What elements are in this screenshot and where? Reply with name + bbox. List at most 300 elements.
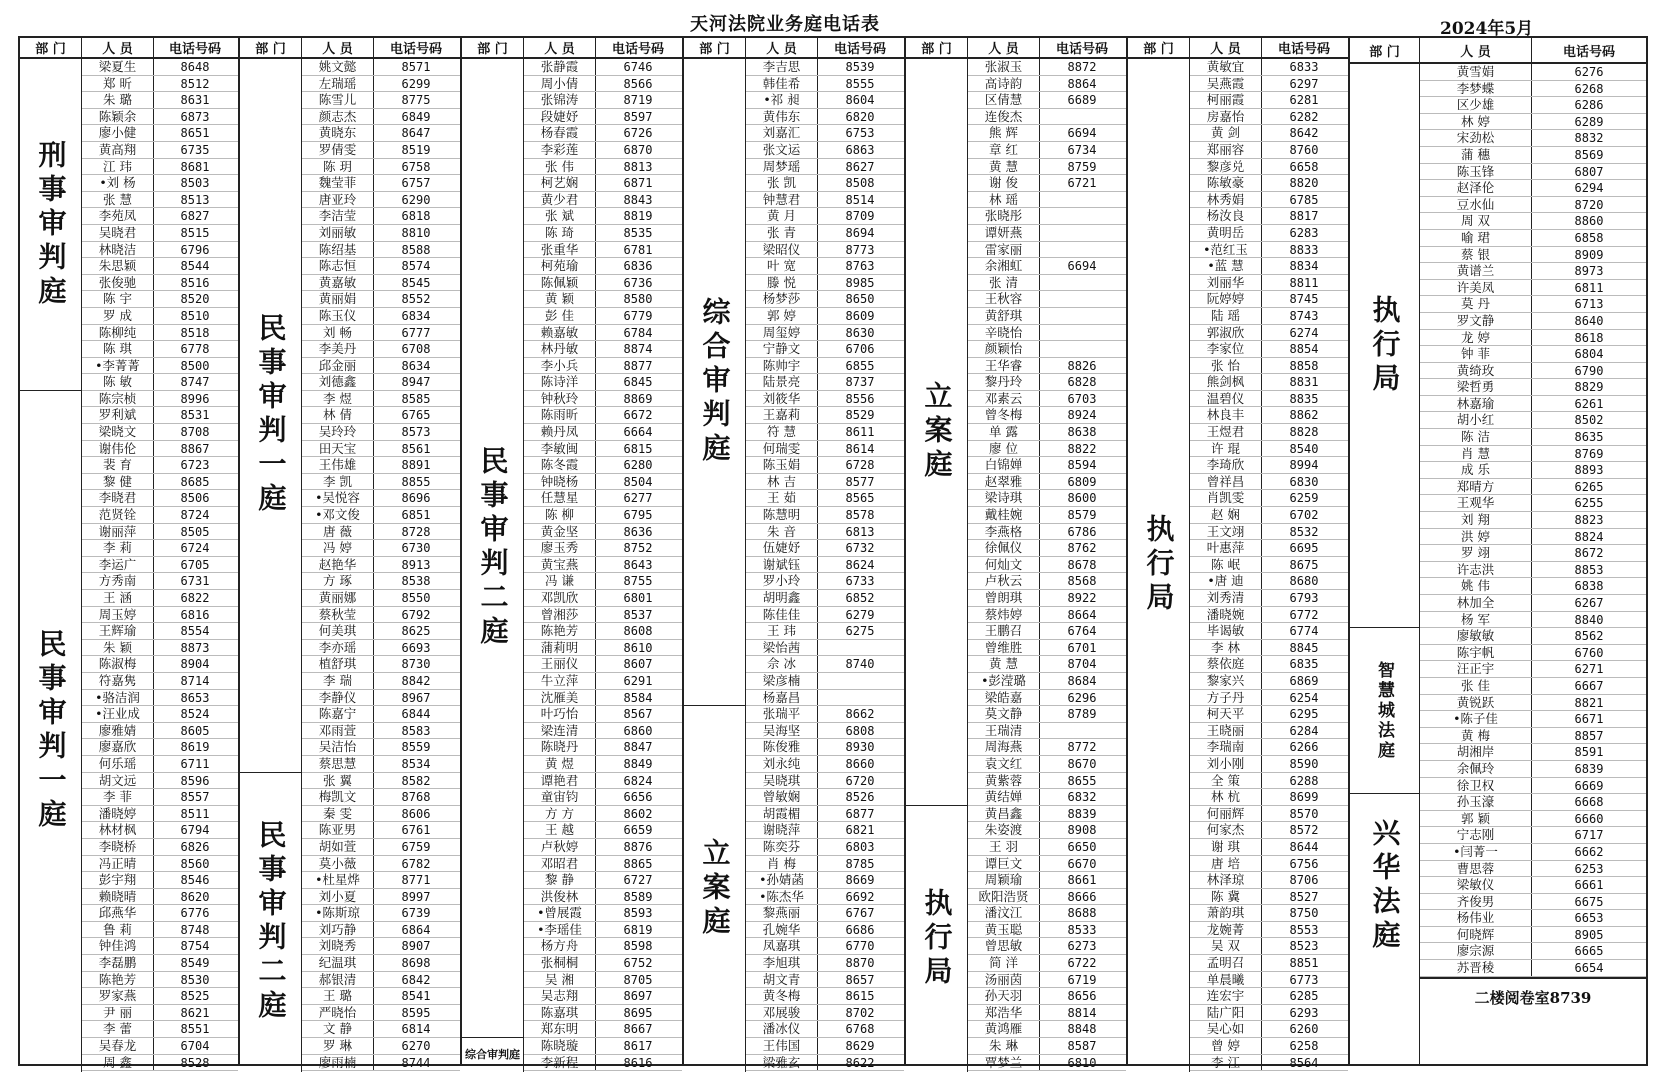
table-row — [1420, 794, 1646, 811]
phone-number: 8708 — [180, 425, 210, 440]
phone-number: 8591 — [1574, 745, 1604, 760]
person-name: 杨方舟 — [524, 938, 596, 954]
dept-label: 立案庭 — [906, 59, 967, 806]
table-row — [746, 1038, 904, 1055]
table-row — [1190, 225, 1348, 242]
phone-number: 8583 — [401, 723, 431, 738]
table-row — [302, 275, 460, 292]
table-row — [302, 573, 460, 590]
table-row — [302, 806, 460, 823]
table-row — [524, 557, 682, 574]
table-row — [968, 424, 1126, 441]
table-row — [524, 225, 682, 242]
person-name: 李美丹 — [302, 341, 374, 357]
table-row — [746, 192, 904, 209]
phone-number: 8996 — [180, 391, 210, 406]
person-name: 陈冬霞 — [524, 457, 596, 473]
phone-number: 8891 — [401, 458, 431, 473]
person-name: 黎燕丽 — [746, 905, 818, 921]
table-row — [524, 773, 682, 790]
person-name: 张晓彤 — [968, 208, 1040, 224]
phone-number: 8967 — [401, 690, 431, 705]
table-row — [524, 623, 682, 640]
person-name: 凤嘉琪 — [746, 938, 818, 954]
phone-number: 8829 — [1574, 380, 1604, 395]
person-name: 洪 婷 — [1420, 529, 1532, 545]
table-row — [82, 142, 238, 159]
phone-number: 8763 — [845, 259, 875, 274]
person-name: 陈志恒 — [302, 258, 374, 274]
table-row — [1420, 330, 1646, 347]
table-row — [82, 922, 238, 939]
person-name: 廖雅婧 — [82, 723, 154, 739]
table-row — [82, 972, 238, 989]
person-name: 黄晓东 — [302, 125, 374, 141]
phone-number: 8561 — [401, 441, 431, 456]
person-name: 李家位 — [1190, 341, 1262, 357]
table-row — [1190, 623, 1348, 640]
person-name: 李洁莹 — [302, 208, 374, 224]
phone-number: 8585 — [401, 391, 431, 406]
phone-number: 8847 — [623, 740, 653, 755]
table-row — [302, 291, 460, 308]
person-name: 黄丽娜 — [302, 590, 374, 606]
phone-number: 8857 — [1574, 728, 1604, 743]
table-row — [1420, 628, 1646, 645]
person-name: 李 林 — [1190, 640, 1262, 656]
person-name: 谢 琪 — [1190, 839, 1262, 855]
dept-label: 智慧城法庭 — [1350, 628, 1419, 794]
person-name: 蔡秋莹 — [302, 607, 374, 623]
phone-number: 6842 — [401, 972, 431, 987]
phone-number: 8550 — [401, 591, 431, 605]
table-row — [1190, 839, 1348, 856]
table-row — [1420, 213, 1646, 230]
table-row — [746, 109, 904, 126]
phone-number: 8678 — [1067, 557, 1097, 572]
person-name: 张文运 — [746, 142, 818, 158]
phone-number: 8582 — [401, 773, 431, 788]
phone-number: 8849 — [623, 756, 653, 771]
phone-number: 6289 — [1574, 114, 1604, 129]
table-row — [1190, 806, 1348, 823]
person-name: 冯 婷 — [302, 540, 374, 556]
person-name: 林丹敏 — [524, 341, 596, 357]
table-row — [524, 839, 682, 856]
phone-number: 8635 — [1574, 430, 1604, 445]
phone-number: 6827 — [180, 209, 210, 224]
person-name: 区倩慧 — [968, 92, 1040, 108]
phone-number: 8568 — [1067, 574, 1097, 589]
phone-number: 8587 — [1067, 1039, 1097, 1054]
table-row — [302, 159, 460, 176]
person-name: 王瑞清 — [968, 723, 1040, 739]
phone-number: 8695 — [623, 1005, 653, 1020]
person-name: 胡明鑫 — [746, 590, 818, 606]
table-row — [302, 258, 460, 275]
phone-number: 8650 — [845, 292, 875, 307]
table-row — [524, 872, 682, 889]
table-row — [524, 374, 682, 391]
table-row — [524, 125, 682, 142]
table-row — [1190, 341, 1348, 358]
person-name: •骆洁润 — [82, 690, 154, 706]
person-name: 黄冬梅 — [746, 988, 818, 1004]
table-row — [746, 656, 904, 673]
phone-number: 8660 — [845, 756, 875, 771]
person-name: 郑浩华 — [968, 1005, 1040, 1021]
person-name: 左瑞瑶 — [302, 76, 374, 92]
person-name: 刘永纯 — [746, 756, 818, 772]
phone-number: 6807 — [1574, 164, 1604, 179]
phone-number: 8832 — [1574, 131, 1604, 146]
table-row — [1420, 147, 1646, 164]
table-row — [524, 507, 682, 524]
table-row — [1190, 490, 1348, 507]
person-name: 叶惠萍 — [1190, 540, 1262, 556]
person-name: •彭滢璐 — [968, 673, 1040, 689]
person-name: 蔡依庭 — [1190, 656, 1262, 672]
phone-number — [1040, 308, 1124, 324]
person-name: 陈玉仪 — [302, 308, 374, 324]
phone-number: 6845 — [623, 375, 653, 390]
table-row — [968, 673, 1126, 690]
person-name: 黄 煜 — [524, 756, 596, 772]
person-name: 郑东明 — [524, 1021, 596, 1037]
person-name: 柯苑瑜 — [524, 258, 596, 274]
phone-number: 8760 — [1289, 142, 1319, 157]
phone-number: 8532 — [1289, 524, 1319, 539]
table-row — [968, 1055, 1126, 1072]
table-row — [82, 457, 238, 474]
table-row — [1190, 208, 1348, 225]
phone-number: 8627 — [845, 159, 875, 174]
person-name: 李彩莲 — [524, 142, 596, 158]
phone-number: 6713 — [1574, 297, 1604, 312]
table-row — [1420, 811, 1646, 828]
table-row — [1420, 761, 1646, 778]
table-row — [82, 822, 238, 839]
person-name: 萧韵琪 — [1190, 905, 1262, 921]
phone-number: 8579 — [1067, 508, 1097, 523]
dept-label: 立案庭 — [698, 837, 732, 940]
table-row — [82, 656, 238, 673]
table-row — [1420, 462, 1646, 479]
table-row — [82, 441, 238, 458]
table-row — [524, 474, 682, 491]
person-name: 李小兵 — [524, 358, 596, 374]
phone-number: 6664 — [623, 425, 653, 440]
phone-number: 8552 — [401, 292, 431, 307]
phone-number: 8858 — [1289, 358, 1319, 373]
person-name: 黄明岳 — [1190, 225, 1262, 241]
person-name: 李旭琪 — [746, 955, 818, 971]
person-name: 谢伟伦 — [82, 441, 154, 457]
phone-number: 6877 — [845, 806, 875, 821]
phone-number: 8775 — [401, 93, 431, 108]
table-row — [1190, 59, 1348, 76]
phone-number: 6704 — [180, 1039, 210, 1054]
person-name: 吴志翔 — [524, 988, 596, 1004]
person-name: 吴 双 — [1190, 938, 1262, 954]
person-name: 陈 柳 — [524, 507, 596, 523]
table-row — [1420, 661, 1646, 678]
phone-number: 6695 — [1289, 541, 1319, 556]
person-name: 李运广 — [82, 557, 154, 573]
table-row — [524, 175, 682, 192]
table-row — [1190, 872, 1348, 889]
person-name: 朱思颖 — [82, 258, 154, 274]
person-name: 李琦欣 — [1190, 457, 1262, 473]
phone-number: 8638 — [1067, 425, 1097, 440]
table-row — [968, 872, 1126, 889]
table-row — [968, 358, 1126, 375]
phone-number: 8874 — [623, 342, 653, 357]
table-row — [82, 258, 238, 275]
person-name: 龙婉菁 — [1190, 922, 1262, 938]
phone-number: 8625 — [401, 624, 431, 639]
person-name: 陈淑梅 — [82, 656, 154, 672]
phone-number: 8653 — [180, 690, 210, 705]
table-row — [82, 623, 238, 640]
phone-number: 8905 — [1574, 927, 1604, 942]
table-row — [524, 938, 682, 955]
phone-number: 6804 — [1574, 347, 1604, 362]
phone-number: 8503 — [180, 176, 210, 191]
person-name: 王伟雄 — [302, 457, 374, 473]
person-name: 廖小健 — [82, 125, 154, 141]
table-row — [82, 1021, 238, 1038]
table-row — [968, 988, 1126, 1005]
table-row — [1190, 92, 1348, 109]
person-name: 张 清 — [968, 275, 1040, 291]
person-name: 黄 颖 — [524, 291, 596, 307]
table-row — [746, 242, 904, 259]
phone-number: 6777 — [401, 325, 431, 340]
person-name: 胡小红 — [1420, 412, 1532, 428]
person-name: 郑丽容 — [1190, 142, 1262, 158]
person-name: 唐 薇 — [302, 524, 374, 540]
person-name: 王华睿 — [968, 358, 1040, 374]
table-row — [968, 125, 1126, 142]
person-name: 邓素云 — [968, 391, 1040, 407]
table-row — [524, 706, 682, 723]
person-name: 雷家丽 — [968, 242, 1040, 258]
table-row — [1190, 524, 1348, 541]
phone-number: 8574 — [401, 259, 431, 274]
person-name: 彭 佳 — [524, 308, 596, 324]
phone-number: 8819 — [623, 209, 653, 224]
phone-number: 8523 — [1289, 939, 1319, 954]
table-row — [1420, 379, 1646, 396]
phone-number: 8930 — [845, 740, 875, 755]
person-name: 陈诗洋 — [524, 374, 596, 390]
phone-number: 8820 — [1289, 176, 1319, 191]
phone-number: 8564 — [1289, 1055, 1319, 1070]
dept-label: 民事审判二庭 — [462, 59, 523, 1038]
phone-number: 6808 — [845, 723, 875, 738]
person-name: 全 策 — [1190, 773, 1262, 789]
phone-number: 8651 — [180, 126, 210, 141]
table-row — [968, 507, 1126, 524]
phone-number: 8528 — [180, 1055, 210, 1070]
table-row — [302, 723, 460, 740]
phone-number: 6706 — [845, 342, 875, 357]
table-row — [1420, 562, 1646, 579]
table-row — [968, 474, 1126, 491]
table-row — [302, 756, 460, 773]
phone-number: 8773 — [845, 242, 875, 257]
table-row — [524, 92, 682, 109]
table-row — [302, 789, 460, 806]
table-row — [1190, 607, 1348, 624]
table-row — [1420, 164, 1646, 181]
person-name: 张 斌 — [524, 208, 596, 224]
person-name: 张 青 — [746, 225, 818, 241]
table-row — [82, 690, 238, 707]
phone-number: 6274 — [1289, 325, 1319, 340]
person-name: 范贤铨 — [82, 507, 154, 523]
table-row — [524, 955, 682, 972]
table-row — [746, 159, 904, 176]
person-name: 李瑞南 — [1190, 739, 1262, 755]
table-row — [968, 540, 1126, 557]
phone-number: 6669 — [1574, 778, 1604, 793]
phone-number: 8745 — [1289, 292, 1319, 307]
phone-number: 8525 — [180, 989, 210, 1004]
table-row — [1420, 280, 1646, 297]
table-row — [746, 225, 904, 242]
table-row — [746, 839, 904, 856]
table-row — [1190, 905, 1348, 922]
person-name: 植舒琪 — [302, 656, 374, 672]
phone-number: 6730 — [401, 541, 431, 556]
phone-number: 8567 — [623, 707, 653, 722]
phone-number: 6786 — [1067, 524, 1097, 539]
phone-number: 8656 — [1067, 989, 1097, 1004]
table-row — [968, 308, 1126, 325]
person-name: 周海燕 — [968, 739, 1040, 755]
person-name: 颜志杰 — [302, 109, 374, 125]
table-row — [82, 889, 238, 906]
person-name: 李新程 — [524, 1055, 596, 1071]
phone-number: 6267 — [1574, 596, 1604, 610]
phone-number: 6785 — [1289, 192, 1319, 207]
person-name: 陈佳佳 — [746, 607, 818, 623]
table-row — [746, 474, 904, 491]
table-row — [968, 773, 1126, 790]
phone-number: 8622 — [845, 1055, 875, 1070]
table-row — [746, 424, 904, 441]
phone-number: 8947 — [401, 375, 431, 390]
person-name: 朱 音 — [746, 524, 818, 540]
table-row — [302, 76, 460, 93]
phone-table — [18, 36, 1648, 1070]
phone-number: 8754 — [180, 939, 210, 954]
table-row — [968, 955, 1126, 972]
table-row — [302, 706, 460, 723]
person-name: •汪业成 — [82, 706, 154, 722]
phone-number: 8994 — [1289, 458, 1319, 473]
person-name: 曾维胜 — [968, 640, 1040, 656]
person-name: 周梦瑶 — [746, 159, 818, 175]
person-name: 何灿文 — [968, 557, 1040, 573]
table-row — [746, 690, 904, 707]
table-row — [302, 407, 460, 424]
header-phone: 电话号码 — [389, 42, 442, 57]
phone-number: 6722 — [1067, 956, 1097, 971]
header-phone: 电话号码 — [833, 42, 886, 57]
person-name: 朱姿渡 — [968, 822, 1040, 838]
phone-number: 6731 — [180, 574, 210, 589]
person-name: 连俊杰 — [968, 109, 1040, 125]
table-row — [524, 806, 682, 823]
person-name: 肖凯雯 — [1190, 490, 1262, 506]
table-row — [746, 822, 904, 839]
table-row — [746, 391, 904, 408]
person-name: 李晓君 — [82, 490, 154, 506]
header-dept: 部 门 — [240, 38, 302, 57]
table-row — [1190, 1005, 1348, 1022]
person-name: 周小倩 — [524, 76, 596, 92]
phone-number: 6818 — [401, 209, 431, 224]
person-name: 钟慧君 — [746, 192, 818, 208]
person-name: 钟佳鸿 — [82, 938, 154, 954]
person-name: 黄紫蓉 — [968, 773, 1040, 789]
table-row — [302, 856, 460, 873]
person-name: •刘 杨 — [82, 175, 154, 191]
person-name: 林良丰 — [1190, 407, 1262, 423]
table-row — [524, 208, 682, 225]
table-row — [968, 192, 1126, 209]
phone-number: 6253 — [1574, 861, 1604, 876]
phone-number: 6275 — [845, 624, 875, 639]
phone-number: 8666 — [1067, 889, 1097, 904]
phone-number: 6717 — [1574, 828, 1604, 843]
phone-number: 6654 — [1574, 961, 1604, 976]
table-row — [524, 325, 682, 342]
table-row — [1190, 773, 1348, 790]
person-name: 陈慧明 — [746, 507, 818, 523]
phone-number: 6796 — [180, 242, 210, 257]
phone-number: 6259 — [1289, 491, 1319, 506]
person-name: 纪温琪 — [302, 955, 374, 971]
table-row — [524, 540, 682, 557]
person-name: 张 佳 — [1420, 678, 1532, 694]
person-name: 卢秋云 — [968, 573, 1040, 589]
person-name: 裴 育 — [82, 457, 154, 473]
table-row — [524, 972, 682, 989]
table-row — [1420, 894, 1646, 911]
table-row — [82, 490, 238, 507]
table-row — [746, 540, 904, 557]
person-name: 刘巧静 — [302, 922, 374, 938]
phone-number: 6281 — [1289, 93, 1319, 108]
person-name: 唐亚玲 — [302, 192, 374, 208]
table-row — [1190, 457, 1348, 474]
phone-number: 6815 — [623, 441, 653, 456]
phone-number: 8545 — [401, 275, 431, 290]
table-row — [968, 242, 1126, 259]
person-name: 曹思蓉 — [1420, 861, 1532, 877]
table-row — [302, 524, 460, 541]
person-name: 李亦瑶 — [302, 640, 374, 656]
phone-number: 6814 — [401, 1022, 431, 1037]
table-row — [968, 258, 1126, 275]
table-row — [1420, 728, 1646, 745]
phone-number: 8598 — [623, 939, 653, 954]
phone-number: 8664 — [1067, 607, 1097, 622]
